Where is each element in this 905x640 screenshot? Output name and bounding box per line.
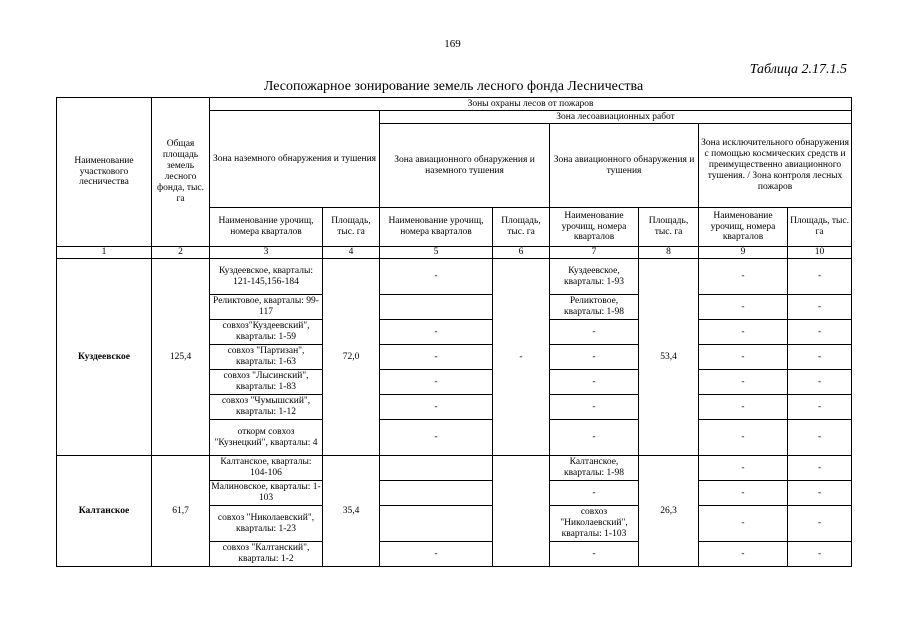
forestry-name: Калтанское xyxy=(57,456,152,567)
header-zone-space: Зона исключительного обнаружения с помощью космических средств и преимущественно авиационного тушения. / Зона контроля лесных пожаров xyxy=(699,124,852,208)
air-tract: - xyxy=(550,370,639,395)
space-area: - xyxy=(788,420,852,456)
air-tract: - xyxy=(550,395,639,420)
ground-tract: совхоз "Партизан", кварталы: 1-63 xyxy=(210,345,323,370)
ground-tract: откорм совхоз "Кузнецкий", кварталы: 4 xyxy=(210,420,323,456)
space-tract: - xyxy=(699,420,788,456)
space-tract: - xyxy=(699,506,788,542)
space-area: - xyxy=(788,370,852,395)
header-sub-area: Площадь, тыс. га xyxy=(788,208,852,247)
space-tract: - xyxy=(699,370,788,395)
header-sub-area: Площадь, тыс. га xyxy=(639,208,699,247)
space-area: - xyxy=(788,345,852,370)
air-tract: - xyxy=(550,420,639,456)
column-number: 3 xyxy=(210,247,323,259)
space-area: - xyxy=(788,456,852,481)
ground-area: 35,4 xyxy=(323,456,380,567)
air-tract: - xyxy=(550,542,639,567)
page-number: 169 xyxy=(444,38,461,50)
ground-tract: Малиновское, кварталы: 1-103 xyxy=(210,481,323,506)
column-number: 5 xyxy=(380,247,493,259)
air-ground-tract: - xyxy=(380,259,493,295)
air-ground-tract: - xyxy=(380,345,493,370)
space-area: - xyxy=(788,506,852,542)
column-number: 2 xyxy=(152,247,210,259)
air-ground-tract xyxy=(380,295,493,320)
header-zone-air: Зона авиационного обнаружения и тушения xyxy=(550,124,699,208)
space-area: - xyxy=(788,320,852,345)
column-number: 4 xyxy=(323,247,380,259)
ground-tract: совхоз "Лысинский", кварталы: 1-83 xyxy=(210,370,323,395)
space-tract: - xyxy=(699,542,788,567)
header-zone-aviation-works: Зона лесоавиационных работ xyxy=(380,111,852,124)
air-tract: - xyxy=(550,481,639,506)
air-ground-tract: - xyxy=(380,395,493,420)
air-ground-tract xyxy=(380,456,493,481)
ground-tract: Реликтовое, кварталы: 99-117 xyxy=(210,295,323,320)
space-area: - xyxy=(788,259,852,295)
air-tract: - xyxy=(550,345,639,370)
space-area: - xyxy=(788,542,852,567)
air-ground-area: - xyxy=(493,259,550,456)
air-area: 53,4 xyxy=(639,259,699,456)
column-number: 7 xyxy=(550,247,639,259)
column-number: 1 xyxy=(57,247,152,259)
header-sub-area: Площадь, тыс. га xyxy=(323,208,380,247)
air-ground-tract xyxy=(380,506,493,542)
air-ground-tract: - xyxy=(380,420,493,456)
header-zones: Зоны охраны лесов от пожаров xyxy=(210,98,852,111)
air-area: 26,3 xyxy=(639,456,699,567)
header-name: Наименование участкового лесничества xyxy=(57,98,152,247)
ground-tract: совхоз "Калтанский", кварталы: 1-2 xyxy=(210,542,323,567)
ground-tract: совхоз "Николаевский", кварталы: 1-23 xyxy=(210,506,323,542)
header-sub-area: Площадь, тыс. га xyxy=(493,208,550,247)
column-number: 6 xyxy=(493,247,550,259)
column-number: 10 xyxy=(788,247,852,259)
ground-tract: совхоз "Чумышский", кварталы: 1-12 xyxy=(210,395,323,420)
air-ground-area xyxy=(493,456,550,567)
space-tract: - xyxy=(699,395,788,420)
forestry-total-area: 61,7 xyxy=(152,456,210,567)
air-ground-tract: - xyxy=(380,370,493,395)
header-sub-names: Наименование урочищ, номера кварталов xyxy=(550,208,639,247)
space-tract: - xyxy=(699,481,788,506)
ground-tract: Куздеевское, кварталы: 121-145,156-184 xyxy=(210,259,323,295)
column-number: 8 xyxy=(639,247,699,259)
space-tract: - xyxy=(699,456,788,481)
header-zone-ground: Зона наземного обнаружения и тушения xyxy=(210,111,380,208)
header-sub-names: Наименование урочищ, номера кварталов xyxy=(380,208,493,247)
ground-area: 72,0 xyxy=(323,259,380,456)
ground-tract: Калтанское, кварталы: 104-106 xyxy=(210,456,323,481)
space-tract: - xyxy=(699,259,788,295)
fire-zoning-table xyxy=(56,97,852,567)
header-zone-air-ground: Зона авиационного обнаружения и наземного тушения xyxy=(380,124,550,208)
forestry-total-area: 125,4 xyxy=(152,259,210,456)
air-ground-tract: - xyxy=(380,542,493,567)
space-area: - xyxy=(788,395,852,420)
forestry-name: Куздеевское xyxy=(57,259,152,456)
air-ground-tract xyxy=(380,481,493,506)
air-tract: Реликтовое, кварталы: 1-98 xyxy=(550,295,639,320)
table-row xyxy=(57,456,852,481)
space-tract: - xyxy=(699,345,788,370)
column-number: 9 xyxy=(699,247,788,259)
header-sub-names: Наименование урочищ, номера кварталов xyxy=(210,208,323,247)
table-row xyxy=(57,259,852,295)
air-tract: - xyxy=(550,320,639,345)
space-area: - xyxy=(788,295,852,320)
ground-tract: совхоз"Куздеевский", кварталы: 1-59 xyxy=(210,320,323,345)
air-tract: Калтанское, кварталы: 1-98 xyxy=(550,456,639,481)
header-total-area: Общая площадь земель лесного фонда, тыс. га xyxy=(152,98,210,247)
space-area: - xyxy=(788,481,852,506)
air-tract: Куздеевское, кварталы: 1-93 xyxy=(550,259,639,295)
header-sub-names: Наименование урочищ, номера кварталов xyxy=(699,208,788,247)
table-title: Лесопожарное зонирование земель лесного фонда Лесничества xyxy=(263,79,644,94)
space-tract: - xyxy=(699,320,788,345)
table-reference: Таблица 2.17.1.5 xyxy=(749,62,847,77)
space-tract: - xyxy=(699,295,788,320)
air-tract: совхоз "Николаевский", кварталы: 1-103 xyxy=(550,506,639,542)
air-ground-tract: - xyxy=(380,320,493,345)
